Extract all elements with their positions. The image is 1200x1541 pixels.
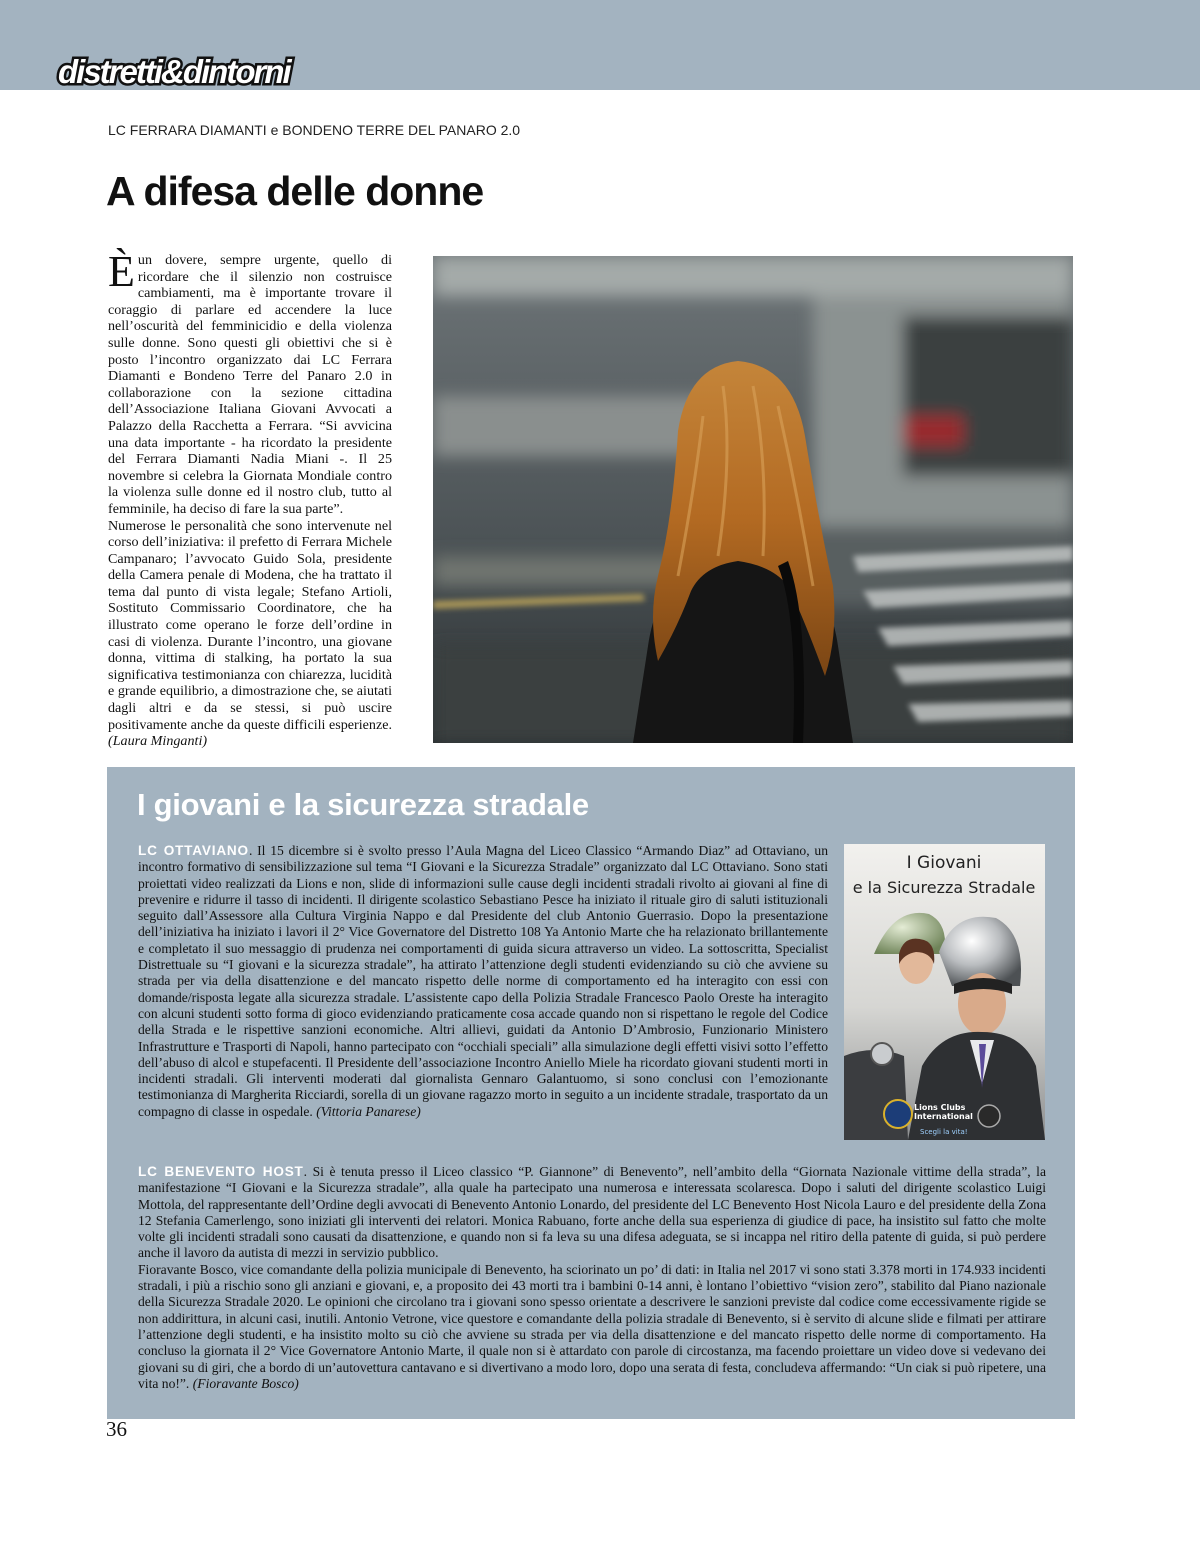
- poster-title-1: I Giovani: [906, 853, 982, 873]
- report-text: . Il 15 dicembre si è svolto presso l’Aula Magna del Liceo Classico “Armando Diaz” ad Ottaviano, un incontro formativo di sensibilizzazione sul tema “I Giovani e la Sicurezza Stradale” organizzato dal LC Ottaviano. Sono stati proiettati video realizzati da Lions e non, slide di informazioni sulle cause degli incidenti stradali rivolto ai giovani al fine di prevenire e ridurre il tasso di incidenti. Il dirigente scolastico Sebastiano Pesce ha iniziato il rituale giro di saluti istituzionali seguito dall’Assessore alla Cultura Virginia Nappo e dal Presidente del club Antonio Guerrasio. Dopo la presentazione dell’iniziativa ha iniziato i lavori il 2° Vice Governatore del Distretto 108 Ya Antonio Marte che ha relazionato brillantemente e completato il suo messaggio di prudenza nei comportamenti di guida sicura attraverso un video. La sottoscritta, Specialist Distrettuale su “I giovani e la sicurezza stradale”, ha attirato l’attenzione degli studenti evidenziando su ciò che avviene su strada per via della disattenzione e del mancato rispetto delle norme di comportamento ed ha interagito con essi con domande/risposta legate alla sicurezza stradale. L’assistente capo della Polizia Stradale Francesco Paolo Oreste ha interagito con alcuni studenti sotto forma di gioco evidenziando praticamente cosa accade quando non si rispettano le regole del Codice della Strada e le rispettive sanzioni economiche. Altri allievi, guidati da Antonio D’Ambrosio, Funzionario Ministero Infrastrutture e Trasporti di Napoli, hanno partecipato con “occhiali speciali” alla simulazione degli effetti visivi sotto l’effetto dell’abuso di alcol e stupefacenti. Il Presidente dell’associazione Incontro Aniello Miele ha ricordato giovani studenti morti in incidenti stradali. Gli interventi moderati dal giornalista Gennaro Galantuomo, si sono conclusi con l’emozionante testimonianza di Margherita Ricciardi, sorella di un giovane ragazzo morto in seguito a un incidente stradale, trasportato da un compagno di classe in ospedale.: [138, 843, 828, 1119]
- club-name-benevento: LC BENEVENTO HOST: [138, 1164, 304, 1179]
- campaign-poster: [844, 844, 1045, 1140]
- report-byline: (Fioravante Bosco): [192, 1375, 299, 1391]
- report-paragraph: [138, 1262, 1046, 1392]
- article-paragraph: [108, 518, 392, 750]
- report-text: Fioravante Bosco, vice comandante della polizia municipale di Benevento, ha sciorinato un po’ di dati: in Italia nel 2017 vi sono stati 3.378 morti in 174.933 incidenti stradali, i più a rischio sono gli anziani e giovani, e, a proposito dei 43 morti tra i bambini 0-14 anni, è lontano l’obiettivo “vision zero”, stabilito dal Piano nazionale della Sicurezza Stradale 2020. Le opinioni che circolano tra i giovani sono spesso orientate a descrivere le sanzioni previste dal codice come eccessivamente rigide se non addirittura, in alcuni casi, inutili. Antonio Vetrone, vice questore e comandante della polizia stradale di Benevento, si è servito di alcune slide e filmati per attirare l’attenzione degli studenti, e ha insistito molto su ciò che avviene su strada per via della disattenzione e del mancato rispetto delle norme di comportamento. Ha concluso la giornata il 2° Vice Governatore Antonio Marte, il quale non si è attardato con parole di circostanza, ma facendo proiettare un video dove si vedevano dei giovani su di giri, che a bordo di un’autovettura cantavano e si divertivano a modo loro, dopo una serata di festa, concludeva affermando: “Un ciak si può ripetere, una vita no!”.: [138, 1261, 1046, 1391]
- poster-title-2: e la Sicurezza Stradale: [852, 878, 1036, 897]
- drop-cap: È: [108, 247, 135, 296]
- poster-org-1: Lions Clubs: [914, 1103, 966, 1112]
- article-paragraph: [108, 247, 392, 518]
- section-logo: distretti&dintorni: [58, 53, 290, 90]
- report-text: . Si è tenuta presso il Liceo classico “P. Giannone” di Benevento”, nell’ambito della “Giornata Nazionale vittime della strada”, la manifestazione “I Giovani e la Sicurezza stradale”, alla quale ha partecipato una numerosa e interessata scolaresca. Dopo i saluti del dirigente scolastico Luigi Mottola, del rappresentante dell’Ordine degli avvocati di Benevento Antonio Lonardo, del presidente del LC Benevento Host Nicola Lauro e del presidente della Zona 12 Stefania Camerlengo, sono iniziati gli interventi dei relatori. Monica Rabuano, forte anche della sua esperienza di giudice di pace, ha insistito sul fatto che molte volte gli incidenti stradali sono causati da disattenzione, e quando non si fa leva su una difesa adeguata, se si incappa nel ritiro della patente di guida, si può perdere anche il lavoro da autista di mezzi in servizio pubblico.: [138, 1164, 1046, 1261]
- poster-org-2: International: [914, 1112, 973, 1121]
- benevento-report: [138, 1164, 1046, 1392]
- article-photo: [433, 256, 1073, 743]
- report-paragraph: [138, 1164, 1046, 1262]
- article-byline: (Laura Minganti): [108, 733, 208, 750]
- article-headline: A difesa delle donne: [106, 168, 484, 214]
- poster-slogan: Scegli la vita!: [920, 1128, 968, 1136]
- sidebar-box: [107, 767, 1075, 1419]
- page-number: 36: [106, 1417, 127, 1441]
- club-name-ottaviano: LC OTTAVIANO: [138, 843, 249, 858]
- article-kicker: LC FERRARA DIAMANTI e BONDENO TERRE DEL PANARO 2.0: [108, 122, 521, 138]
- report-paragraph: [138, 843, 828, 1120]
- report-byline: (Vittoria Panarese): [316, 1103, 421, 1119]
- woman-crossing-street-image: [433, 256, 1073, 743]
- box-title: I giovani e la sicurezza stradale: [137, 787, 589, 822]
- poster-image: [844, 844, 1045, 1140]
- paragraph-text: Numerose le personalità che sono intervenute nel corso dell’iniziativa: il prefetto di Ferrara Michele Campanaro; l’avvocato Guido Sola, presidente della Camera penale di Modena, che ha trattato il tema dal punto di vista legale; Stefano Artioli, Sostituto Commissario Coordinatore, che ha illustrato come operano le forze dell’ordine in casi di violenza. Durante l’incontro, una giovane donna, vittima di stalking, ha portato la sua significativa testimonianza con chiarezza, lucidità e grande equilibrio, a dimostrazione che, se aiutati dagli altri e da se stessi, si può uscire positivamente anche da queste difficili esperienze.: [108, 517, 392, 733]
- article-body: [108, 247, 392, 750]
- ottaviano-report: [138, 843, 828, 1120]
- paragraph-text: un dovere, sempre urgente, quello di ricordare che il silenzio non costruisce cambiamenti, ma è importante trovare il coraggio di parlare ed accendere la luce nell’oscurità del femminicidio e della violenza sulle donne. Sono questi gli obiettivi che si è posto l’incontro organizzato dai LC Ferrara Diamanti e Bondeno Terre del Panaro 2.0 in collaborazione con la sezione cittadina dell’Associazione Italiana Giovani Avvocati a Palazzo della Racchetta a Ferrara. “Si avvicina una data importante - ha ricordato la presidente del Ferrara Diamanti Nadia Miani -. Il 25 novembre si celebra la Giornata Mondiale contro la violenza sulle donne ed il nostro club, tutto al femminile, ha deciso di fare la sua parte”.: [108, 252, 392, 517]
